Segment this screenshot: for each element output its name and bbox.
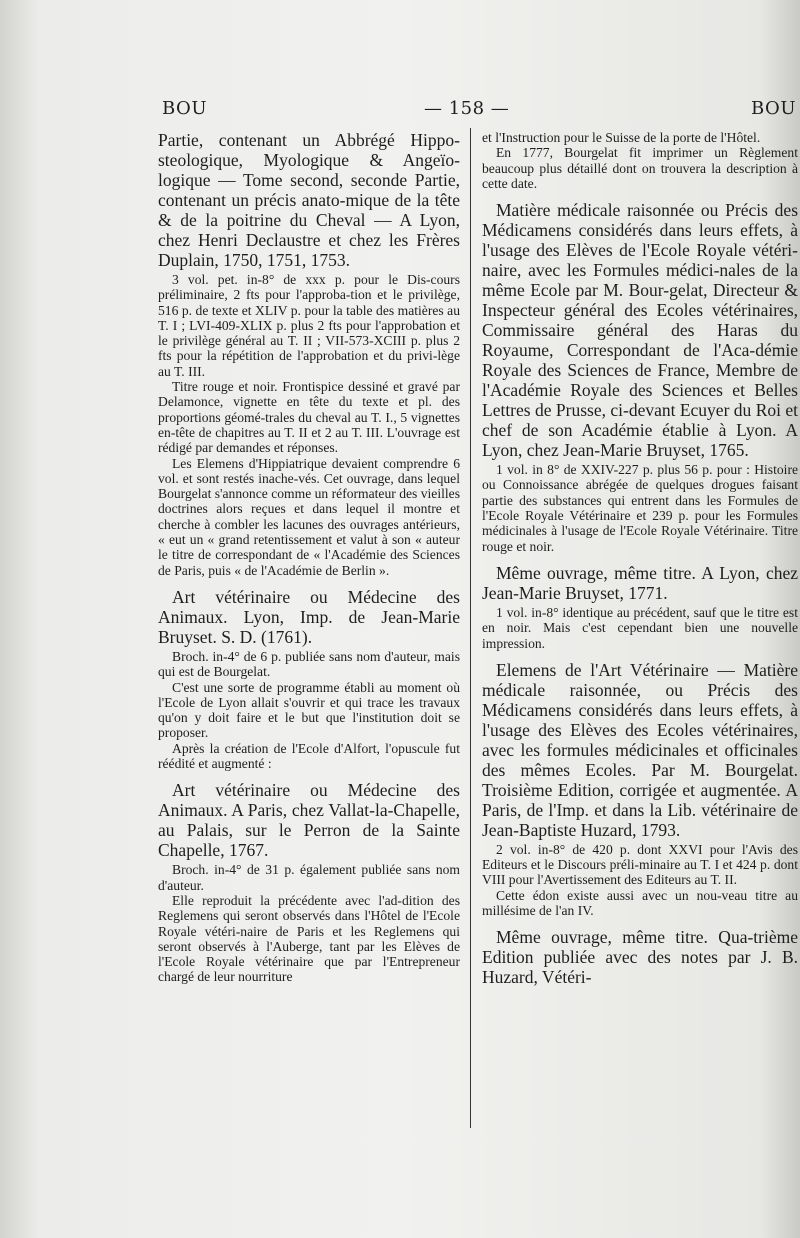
entry-description: Après la création de l'Ecole d'Alfort, l'opuscule fut réédité et augmenté : — [158, 740, 460, 772]
entry-continuation: et l'Instruction pour le Suisse de la porte de l'Hôtel. — [482, 130, 761, 145]
entry-description: Cette édon existe aussi avec un nou-veau titre au millésime de l'an IV. — [482, 887, 798, 919]
entry-description: Les Elemens d'Hippiatrique devaient comprendre 6 vol. et sont restés inache-vés. Cet ouvrage, dans lequel Bourgelat s'annonce comme un réformateur des vieilles doctrines alors reçues et dans lequel il montre et cherche à combler les lacunes des ouvrages antérieurs, « eut un « grand retentissement et valut à son « auteur le titre de correspondant de « l'Académie des Sciences de Paris, puis « de l'Académie de Berlin ». — [158, 455, 460, 578]
entry-description: Elle reproduit la précédente avec l'ad-dition des Reglemens qui seront observés dans l'Hôtel de l'Ecole Royale vétéri-naire de Paris et les Reglemens qui seront observés à l'Auberge, tant par les Elèves de l'Ecole Royale vétérinaire que par l'Entrepreneur chargé de leur nourriture — [158, 892, 460, 985]
entry-description: 1 vol. in-8° identique au précédent, sauf que le titre est en noir. Mais c'est cependant bien une nouvelle impression. — [482, 604, 798, 651]
entry-description: 2 vol. in-8° de 420 p. dont XXVI pour l'Avis des Editeurs et le Discours préli-minaire au T. I et 424 p. dont VIII pour l'Avertissement des Editeurs au T. II. — [482, 841, 798, 888]
entry-description: En 1777, Bourgelat fit imprimer un Règlement beaucoup plus détaillé dont on trouvera la description à cette date. — [482, 145, 798, 191]
header-right: BOU — [751, 98, 796, 119]
entry-title: Elemens de l'Art Vétérinaire — Matière médicale raisonnée, ou Précis des Médicamens considérés dans leurs effets, à l'usage des Elèves des Ecoles vétérinaires, avec les formules médicinales et officinales des mêmes Ecoles. Par M. Bourgelat. Troisième Edition, corrigée et augmentée. A Paris, de l'Imp. et dans la Lib. vétérinaire de Jean-Baptiste Huzard, 1793. — [482, 659, 798, 840]
entry-title: Même ouvrage, même titre. Qua-trième Edition publiée avec des notes par J. B. Huzard, Vétéri- — [482, 927, 798, 988]
header-left: BOU — [162, 98, 207, 119]
right-column — [482, 130, 798, 987]
entry-title: Art vétérinaire ou Médecine des Animaux. A Paris, chez Vallat-la-Chapelle, au Palais, sur le Perron de la Sainte Chapelle, 1767. — [158, 780, 460, 861]
column-rule — [470, 128, 471, 1128]
entry-title: Partie, contenant un Abbrégé Hippo-steologique, Myologique & Angeïo-logique — Tome second, seconde Partie, contenant un précis anato-mique de la tête & de la poitrine du Cheval — A Lyon, chez Henri Declaustre et chez les Frères Duplain, 1750, 1751, 1753. — [158, 130, 460, 270]
entry-description: Broch. in-4° de 6 p. publiée sans nom d'auteur, mais qui est de Bourgelat. — [158, 648, 460, 680]
entry-title: Matière médicale raisonnée ou Précis des Médicamens considérés dans leurs effets, à l'usage des Elèves de l'Ecole Royale vétéri-naire, avec les Formules médici-nales de la même Ecole par M. Bour-gelat, Directeur & Inspecteur général des Ecoles vétérinaires, Commissaire général des Haras du Royaume, Correspondant de l'Aca-démie Royale des Sciences de France, Membre de l'Académie Royale des Sciences et Belles Lettres de Prusse, ci-devant Ecuyer du Roi et chef de son Académie établie à Lyon. A Lyon, chez Jean-Marie Bruyset, 1765. — [482, 200, 798, 461]
page-number: — 158 — — [424, 98, 510, 119]
entry-description: 1 vol. in 8° de XXIV-227 p. plus 56 p. pour : Histoire ou Connoissance abrégée de quelques drogues faisant partie des substances qui entrent dans les Formules de l'Ecole Royale Vétérinaire et 239 p. pour les Formules médicinales à l'usage de l'Ecole Royale Vétérinaire. Titre rouge et noir. — [482, 462, 798, 554]
left-column — [158, 130, 460, 985]
entry-title: Art vétérinaire ou Médecine des Animaux. Lyon, Imp. de Jean-Marie Bruyset. S. D. (1761). — [158, 586, 460, 647]
running-header — [162, 98, 800, 124]
entry-description: 3 vol. pet. in-8° de xxx p. pour le Dis-cours préliminaire, 2 fts pour l'approba-tion et le privilège, 516 p. de texte et XLIV p. pour la table des matières au T. I ; LVI-409-XLIX p. plus 2 fts pour l'approbation et le privilège général au T. II ; VII-573-XCIII p. plus 2 fts pour la répétition de l'approbation et du privi-lège au T. III. — [158, 272, 460, 379]
entry-description: Broch. in-4° de 31 p. également publiée sans nom d'auteur. — [158, 862, 460, 893]
entry-title: Même ouvrage, même titre. A Lyon, chez Jean-Marie Bruyset, 1771. — [482, 562, 798, 603]
entry-description: C'est une sorte de programme établi au moment où l'Ecole de Lyon allait s'ouvrir et qui trace les travaux qu'on y doit faire et le but que l'institution doit se proposer. — [158, 679, 460, 741]
entry-description: Titre rouge et noir. Frontispice dessiné et gravé par Delamonce, vignette en tête du texte et pl. des proportions géomé-trales du cheval au T. I., 5 vignettes en-tête de chapitres au T. II et 2 au T. III. L'ouvrage est rédigé par demandes et réponses. — [158, 379, 460, 456]
